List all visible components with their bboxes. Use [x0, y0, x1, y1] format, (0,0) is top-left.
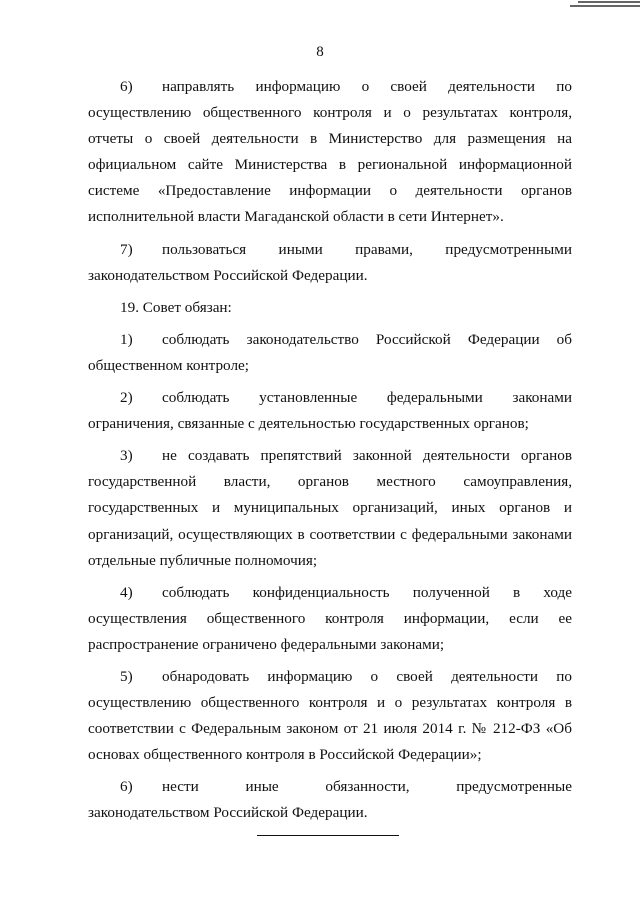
- item-first-line: соблюдать установленные федеральными законами: [162, 389, 572, 407]
- item-number: 1): [120, 330, 133, 348]
- item-first-line: направлять информацию о своей деятельности по: [162, 78, 572, 95]
- list-item: [88, 664, 572, 768]
- item-first-line: соблюдать законодательство Российской Федерации об: [162, 330, 572, 348]
- item-number: 7): [120, 240, 133, 258]
- item-first-line: пользоваться иными правами, предусмотренными: [162, 240, 572, 258]
- item-continuation: общественном контроле;: [88, 356, 249, 374]
- item-continuation: осуществлению общественного контроля и о результатах контроля в соответствии с Федеральным законом от 21 июля 2014 г. № 212-ФЗ «Об основах общественного контроля в Российской Федерации»;: [88, 694, 572, 764]
- item-first-line: обнародовать информацию о своей деятельности по: [162, 667, 572, 685]
- list-item: [88, 327, 572, 379]
- list-item: [88, 774, 572, 826]
- page-number: 8: [316, 44, 324, 60]
- item-number: 2): [120, 389, 133, 407]
- item-continuation: законодательством Российской Федерации.: [88, 804, 368, 822]
- item-continuation: государственной власти, органов местного самоуправления, государственных и муниципальных организаций, иных органов и организаций, осуществляющих в соответствии с федеральными законами отдельные публичные полномочия;: [88, 473, 572, 569]
- list-item: [88, 74, 572, 231]
- list-item: [88, 580, 572, 658]
- item-continuation: ограничения, связанные с деятельностью государственных органов;: [88, 415, 529, 433]
- item-number: 5): [120, 667, 133, 685]
- item-continuation: законодательством Российской Федерации.: [88, 266, 368, 284]
- section-heading: 19. Совет обязан:: [120, 298, 232, 316]
- item-first-line: нести иные обязанности, предусмотренные: [162, 778, 572, 796]
- item-number: 4): [120, 583, 133, 601]
- list-item: [88, 385, 572, 437]
- item-number: 3): [120, 447, 133, 465]
- list-item: [88, 443, 572, 573]
- document-body: [88, 74, 572, 833]
- scan-corner-mark: [570, 0, 640, 8]
- item-number: 6): [120, 78, 133, 95]
- item-first-line: соблюдать конфиденциальность полученной в ходе: [162, 583, 572, 601]
- item-continuation: осуществления общественного контроля информации, если ее распространение ограничено федеральными законами;: [88, 609, 572, 653]
- end-divider: [257, 835, 399, 836]
- item-continuation: осуществлению общественного контроля и о результатах контроля, отчеты о своей деятельности в Министерство для размещения на официальном сайте Министерства в региональной информационной системе «Предоставление информации о деятельности органов исполнительной власти Магаданской области в сети Интернет».: [88, 104, 572, 226]
- item-number: 6): [120, 778, 133, 796]
- list-item: [88, 237, 572, 289]
- item-first-line: не создавать препятствий законной деятельности органов: [162, 447, 572, 465]
